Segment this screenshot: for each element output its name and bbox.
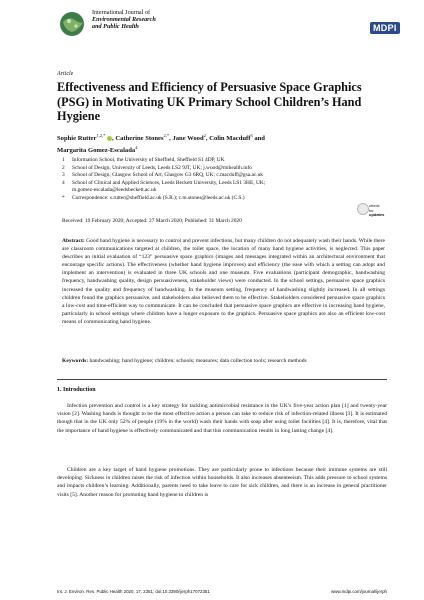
updates-icon — [357, 203, 369, 215]
publication-dates: Received: 19 February 2020; Accepted: 27 March 2020; Published: 31 March 2020 — [62, 218, 242, 224]
abstract-text: Good hand hygiene is necessary to control and prevent infections, but many children do not adequately wash their hands. While there are classroom communications targeted at children, the toilet space, the location of many hand hygiene activities, is neglected. This paper describes an initial evaluation of “123” persuasive space graphics (images and messages integrated within an architectural environment that encourage specific actions). The effectiveness (whether hand hygiene improves) and efficiency (the ease with which a setting can adopt and implement an intervention) is evaluated in three UK schools and one museum. Five evaluations (participant demographic, handwashing frequency, handwashing quality, design persuasiveness, stakeholder views) were conducted. In the school settings, persuasive space graphics increased the quality and frequency of handwashing. In the museum setting, frequency of handwashing slightly increased. In all settings children found the graphics persuasive, and stakeholders also believed them to be effective. Stakeholders considered persuasive space graphics a low-cost and time-efficient way to communicate. It can be concluded that persuasive space graphics are effective in increasing hand hygiene, particularly in school settings where children have a longer exposure to the graphics. Persuasive space graphics are also an efficient low-cost means of communicating hand hygiene. — [62, 238, 385, 325]
author-list: Sophie Rutter$^{1,2,*}$ , Catherine Stones$^{2,*}$, Jane Wood$^2$, Colin Macduff$^3$ and Margarita Gomez-Escalada$^4$ — [57, 133, 265, 155]
author-affil-sup: 2,* — [163, 133, 170, 138]
publisher-logo: MDPI — [370, 22, 400, 34]
keywords — [62, 357, 385, 365]
affiliation-row — [62, 180, 382, 188]
abstract — [62, 237, 385, 326]
author-name: Jane Wood — [172, 135, 204, 143]
keywords-text: handwashing; hand hygiene; children; schools; measures; data collection tools; research methods — [89, 358, 307, 364]
affiliations — [62, 157, 382, 203]
affiliation-num: 2 — [62, 164, 65, 171]
updates-line2: updates — [369, 212, 385, 217]
body-paragraph: Infection prevention and control is a key strategy for tackling antimicrobial resistance in the UK’s five-year action plan [1] and twenty-year vision [2]. Washing hands is thought to be the most effective action a person can take to reduce risk of infection-related illness [3]. It is estimated though that in the UK only 52% of people (19% in the world) wash their hands with soap after using toilet facilities [4]. It is, therefore, vital that the importance of hand hygiene is effectively communicated and that this communication results in long lasting change [4]. — [57, 403, 387, 434]
journal-name — [92, 9, 156, 30]
correspondence-row — [62, 195, 382, 203]
author-affil-sup: 3 — [250, 133, 253, 138]
affiliation-num: 4 — [62, 179, 65, 186]
author-affil-sup: 1,2,* — [96, 133, 106, 138]
check-for-updates-badge[interactable] — [357, 203, 385, 221]
author-affil-sup: 4 — [135, 145, 138, 151]
paper-title: Effectiveness and Efficiency of Persuasive Space Graphics (PSG) in Motivating UK Primary School Children’s Hand Hygiene — [57, 80, 362, 123]
footer-url[interactable]: www.mdpi.com/journal/ijerph — [331, 589, 387, 594]
affiliation-text: Information School, the University of Sheffield, Sheffield S1 4DP, UK — [72, 157, 225, 163]
journal-subtitle-line2: and Public Health — [92, 23, 139, 30]
body-paragraph: Children are a key target of hand hygiene promotions. They are particularly prone to infections because their immune systems are still developing. Sickness in children raises the risk of infection within households. It also increases absenteeism. This adds pressure to school systems and impacts children’s learning. Additionally, parents need to take leave to care for sick children, and there is an increase in general practitioner visits [5]. Another reason for promoting hand hygiene to children is — [57, 467, 387, 498]
affiliation-text: School of Clinical and Applied Sciences, Leeds Beckett University, Leeds LS1 3HE, UK; — [72, 179, 266, 186]
affiliation-num: 1 — [62, 157, 65, 163]
affiliation-num: 3 — [62, 172, 65, 179]
page-footer — [57, 589, 387, 594]
author-name: Sophie Rutter — [57, 135, 97, 143]
correspondence-text: Correspondence: s.rutter@sheffield.ac.uk (S.R.); c.m.stones@leeds.ac.uk (C.S.) — [72, 194, 245, 201]
affiliation-row — [62, 187, 382, 195]
article-type: Article — [57, 71, 74, 77]
affiliation-num: * — [62, 194, 65, 201]
updates-line1: check for — [369, 203, 380, 213]
footer-citation: Int. J. Environ. Res. Public Health 2020, 17, 2351; doi:10.3390/ijerph17072351 — [57, 589, 210, 594]
journal-subtitle-line1: Environmental Research — [92, 16, 156, 23]
author-affil-sup: 2 — [203, 133, 206, 138]
author-name: Colin Macduff — [209, 135, 251, 143]
affiliation-row — [62, 172, 382, 180]
authors-joiner: and — [254, 135, 265, 143]
journal-logo-icon — [57, 8, 87, 42]
author-name: Catherine Stones — [115, 135, 164, 143]
affiliation-text: School of Design, Glasgow School of Art, Glasgow G3 6RQ, UK; c.macduff@gsa.ac.uk — [72, 172, 263, 179]
affiliation-row — [62, 157, 382, 165]
abstract-label: Abstract: — [62, 238, 85, 244]
keywords-label: Keywords: — [62, 358, 89, 364]
author-name: Margarita Gomez-Escalada — [57, 147, 136, 155]
affiliation-text: School of Design, University of Leeds, Leeds LS2 9JT, UK; j.wood@mihealth.info — [72, 164, 252, 171]
affiliation-num — [62, 187, 72, 195]
orcid-icon[interactable] — [107, 136, 112, 141]
journal-name-line: International Journal of — [92, 9, 151, 16]
divider — [57, 379, 387, 380]
affiliation-text: m.gomez-escalada@leedsbeckett.ac.uk — [72, 187, 157, 194]
section-heading: 1. Introduction — [57, 387, 96, 393]
